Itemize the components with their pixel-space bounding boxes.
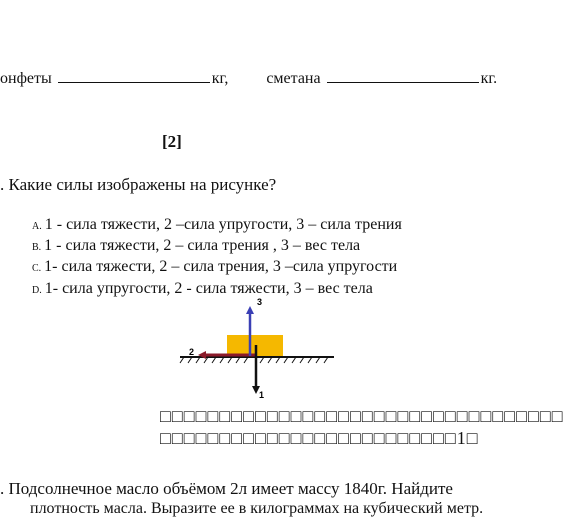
missing-glyphs-row-1: □□□□□□□□□□□□□□□□□□□□□□□□□□□□□□□□□□ (160, 406, 564, 426)
option-a-text: 1 - сила тяжести, 2 –сила упругости, 3 – сила трения (44, 216, 402, 233)
sour-cream-label: сметана (266, 70, 321, 87)
question-2-text: Какие силы изображены на рисунке? (8, 175, 277, 194)
option-c-text: 1- сила тяжести, 2 – сила трения, 3 –сила упругости (44, 258, 398, 275)
label-1: 1 (259, 390, 265, 400)
question-2-prefix: . (0, 175, 5, 194)
option-a-letter: A. (32, 221, 42, 232)
label-2: 2 (189, 347, 195, 357)
sour-cream-unit: кг. (480, 70, 498, 87)
question-3-text: Подсолнечное масло объёмом 2л имеет массу 1840г. Найдите (8, 479, 453, 498)
option-d-text: 1- сила упругости, 2 - сила тяжести, 3 – вес тела (44, 280, 373, 297)
option-b-text: 1 - сила тяжести, 2 – сила трения , 3 – вес тела (44, 237, 361, 254)
option-c-letter: C. (32, 263, 42, 274)
score-mark: [2] (162, 132, 182, 151)
question-3-prefix: . (0, 479, 5, 498)
missing-glyphs-row-2: □□□□□□□□□□□□□□□□□□□□□□□□□1□ (160, 428, 479, 448)
candy-unit: кг, (211, 70, 229, 87)
option-b-letter: B. (32, 242, 42, 253)
candy-label: онфеты (0, 70, 52, 87)
question-3 (0, 479, 453, 499)
option-d-letter: D. (32, 285, 42, 296)
label-3: 3 (257, 297, 263, 307)
question-3-continuation: плотность масла. Выразите ее в килограммах на кубический метр. (30, 500, 484, 517)
